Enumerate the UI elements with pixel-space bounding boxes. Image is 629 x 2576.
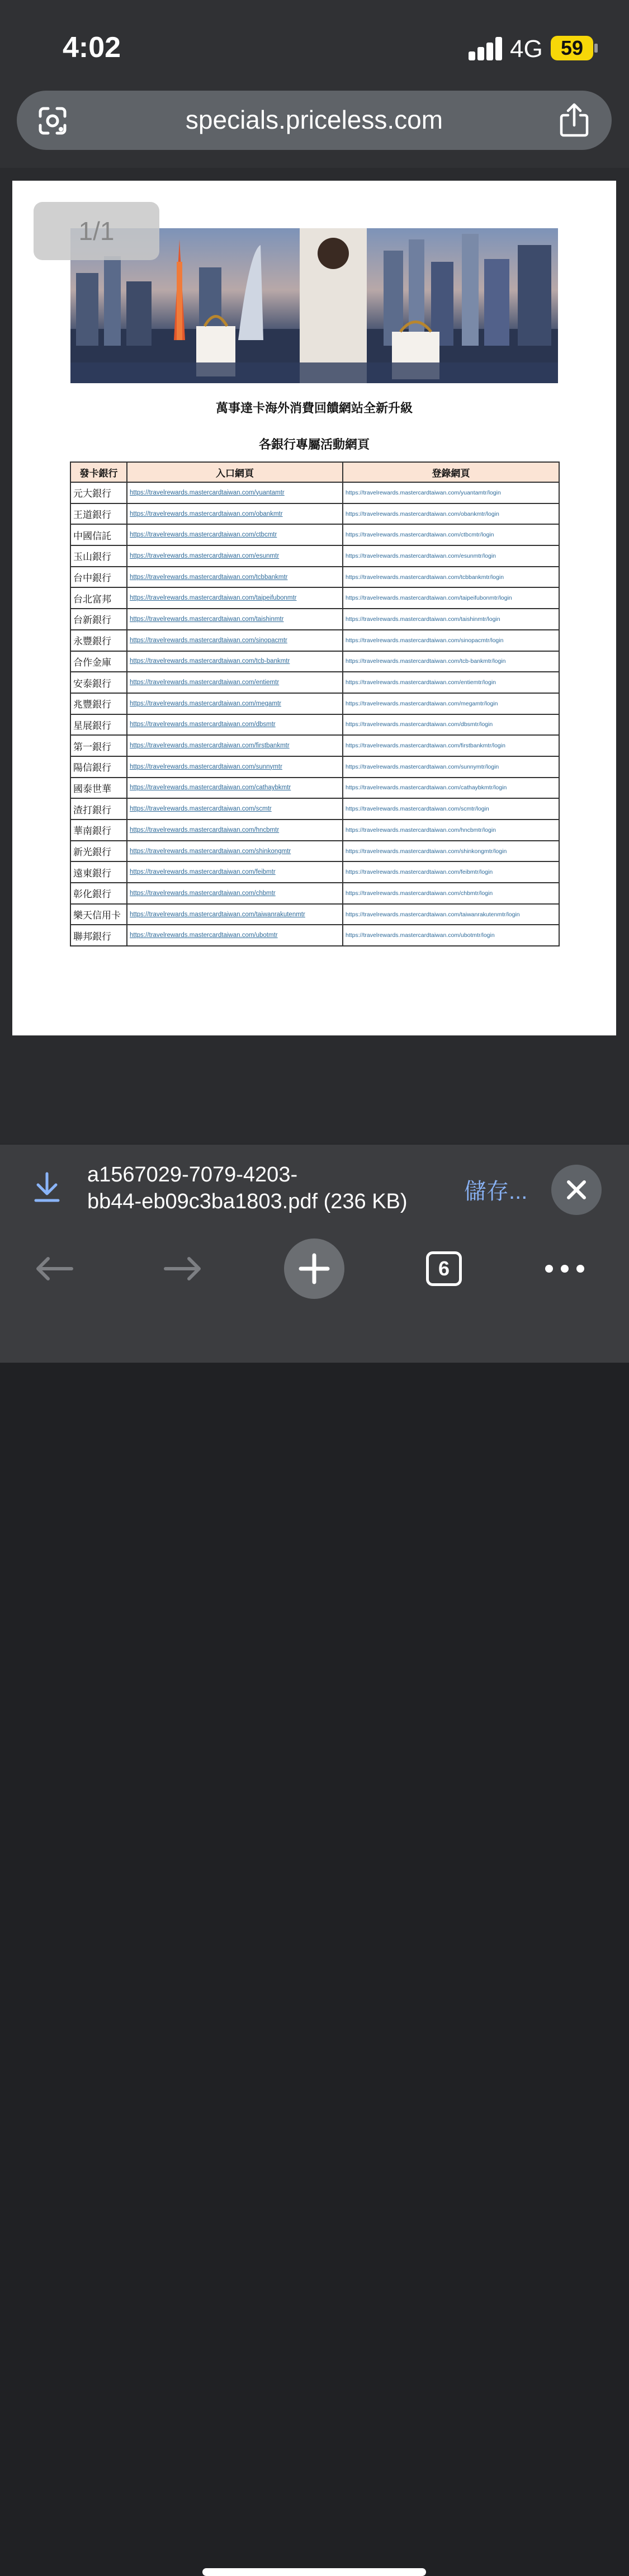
login-url-link[interactable]: https://travelrewards.mastercardtaiwan.com/hncbmtr/login xyxy=(343,820,559,841)
table-row xyxy=(70,672,559,693)
entry-url-link[interactable]: https://travelrewards.mastercardtaiwan.com/ubotmtr xyxy=(127,925,343,946)
entry-url-link[interactable]: https://travelrewards.mastercardtaiwan.com/tcbbankmtr xyxy=(127,567,343,588)
document-title: 萬事達卡海外消費回饋網站全新升級 xyxy=(215,401,413,415)
login-url-link[interactable]: https://travelrewards.mastercardtaiwan.com/firstbankmtr/login xyxy=(343,735,559,756)
table-row xyxy=(70,545,559,567)
bank-name-cell: 樂天信用卡 xyxy=(70,904,127,925)
bank-name-cell: 第一銀行 xyxy=(70,735,127,756)
table-row xyxy=(70,714,559,736)
entry-url-link[interactable]: https://travelrewards.mastercardtaiwan.com/feibmtr xyxy=(127,861,343,883)
table-row xyxy=(70,567,559,588)
bank-name-cell: 陽信銀行 xyxy=(70,756,127,778)
bank-name-cell: 王道銀行 xyxy=(70,503,127,525)
bank-name-cell: 台新銀行 xyxy=(70,609,127,630)
entry-url-link[interactable]: https://travelrewards.mastercardtaiwan.com/tcb-bankmtr xyxy=(127,651,343,672)
login-url-link[interactable]: https://travelrewards.mastercardtaiwan.com/sinopacmtr/login xyxy=(343,630,559,651)
more-menu-button[interactable] xyxy=(538,1238,592,1299)
entry-url-link[interactable]: https://travelrewards.mastercardtaiwan.com/entiemtr xyxy=(127,672,343,693)
bank-name-cell: 遠東銀行 xyxy=(70,861,127,883)
dismiss-download-button[interactable] xyxy=(551,1165,602,1215)
login-url-link[interactable]: https://travelrewards.mastercardtaiwan.com/yuantamtr/login xyxy=(343,482,559,503)
login-url-link[interactable]: https://travelrewards.mastercardtaiwan.com/obankmtr/login xyxy=(343,503,559,525)
url-text[interactable]: specials.priceless.com xyxy=(185,105,443,134)
table-row xyxy=(70,651,559,672)
login-url-link[interactable]: https://travelrewards.mastercardtaiwan.com/tcb-bankmtr/login xyxy=(343,651,559,672)
entry-url-link[interactable]: https://travelrewards.mastercardtaiwan.com/cathaybkmtr xyxy=(127,778,343,799)
login-url-link[interactable]: https://travelrewards.mastercardtaiwan.com/tcbbankmtr/login xyxy=(343,567,559,588)
tab-switcher-button[interactable] xyxy=(424,1238,464,1299)
bank-links-table xyxy=(70,461,560,946)
table-row xyxy=(70,883,559,904)
entry-url-link[interactable]: https://travelrewards.mastercardtaiwan.com/megamtr xyxy=(127,693,343,714)
battery-tip xyxy=(594,44,598,53)
pdf-page xyxy=(12,181,616,1035)
more-icon xyxy=(545,1263,585,1274)
entry-url-link[interactable]: https://travelrewards.mastercardtaiwan.com/sunnymtr xyxy=(127,756,343,778)
bank-name-cell: 渣打銀行 xyxy=(70,798,127,820)
login-url-link[interactable]: https://travelrewards.mastercardtaiwan.com/dbsmtr/login xyxy=(343,714,559,736)
entry-url-link[interactable]: https://travelrewards.mastercardtaiwan.com/yuantamtr xyxy=(127,482,343,503)
entry-url-link[interactable]: https://travelrewards.mastercardtaiwan.com/taipeifubonmtr xyxy=(127,587,343,609)
table-body xyxy=(70,482,559,946)
entry-url-link[interactable]: https://travelrewards.mastercardtaiwan.com/shinkongmtr xyxy=(127,841,343,862)
login-url-link[interactable]: https://travelrewards.mastercardtaiwan.com/ctbcmtr/login xyxy=(343,524,559,545)
table-row xyxy=(70,503,559,525)
download-bar xyxy=(0,1145,629,1231)
login-url-link[interactable]: https://travelrewards.mastercardtaiwan.com/esunmtr/login xyxy=(343,545,559,567)
entry-url-link[interactable]: https://travelrewards.mastercardtaiwan.com/scmtr xyxy=(127,798,343,820)
bank-name-cell: 星展銀行 xyxy=(70,714,127,736)
download-filename xyxy=(87,1161,434,1215)
table-row xyxy=(70,609,559,630)
bank-name-cell: 台中銀行 xyxy=(70,567,127,588)
entry-url-link[interactable]: https://travelrewards.mastercardtaiwan.com/taiwanrakutenmtr xyxy=(127,904,343,925)
page-indicator: 1/1 xyxy=(34,202,159,260)
bank-name-cell: 兆豐銀行 xyxy=(70,693,127,714)
table-row xyxy=(70,735,559,756)
bank-name-cell: 中國信託 xyxy=(70,524,127,545)
save-button[interactable]: 儲存... xyxy=(464,1179,528,1204)
table-row xyxy=(70,820,559,841)
forward-arrow-icon xyxy=(163,1255,204,1282)
table-row xyxy=(70,904,559,925)
network-type: 4G xyxy=(510,35,543,63)
entry-url-link[interactable]: https://travelrewards.mastercardtaiwan.com/taishinmtr xyxy=(127,609,343,630)
entry-url-link[interactable]: https://travelrewards.mastercardtaiwan.com/dbsmtr xyxy=(127,714,343,736)
login-url-link[interactable]: https://travelrewards.mastercardtaiwan.com/taishinmtr/login xyxy=(343,609,559,630)
table-row xyxy=(70,925,559,946)
login-url-link[interactable]: https://travelrewards.mastercardtaiwan.com/taipeifubonmtr/login xyxy=(343,587,559,609)
home-indicator xyxy=(202,2568,426,2576)
bank-name-cell: 元大銀行 xyxy=(70,482,127,503)
login-url-link[interactable]: https://travelrewards.mastercardtaiwan.com/sunnymtr/login xyxy=(343,756,559,778)
column-header-login: 登錄網頁 xyxy=(343,462,559,482)
login-url-link[interactable]: https://travelrewards.mastercardtaiwan.com/megamtr/login xyxy=(343,693,559,714)
table-row xyxy=(70,693,559,714)
login-url-link[interactable]: https://travelrewards.mastercardtaiwan.com/taiwanrakutenmtr/login xyxy=(343,904,559,925)
download-filename-line2: bb44-eb09c3ba1803.pdf (236 KB) xyxy=(87,1190,408,1213)
table-row xyxy=(70,524,559,545)
entry-url-link[interactable]: https://travelrewards.mastercardtaiwan.com/hncbmtr xyxy=(127,820,343,841)
bank-name-cell: 彰化銀行 xyxy=(70,883,127,904)
new-tab-button[interactable] xyxy=(284,1238,344,1299)
download-icon xyxy=(32,1171,62,1203)
bank-name-cell: 玉山銀行 xyxy=(70,545,127,567)
close-icon xyxy=(565,1179,588,1201)
bank-name-cell: 合作金庫 xyxy=(70,651,127,672)
table-row xyxy=(70,587,559,609)
bank-name-cell: 台北富邦 xyxy=(70,587,127,609)
table-row xyxy=(70,841,559,862)
column-header-entry: 入口網頁 xyxy=(127,462,343,482)
forward-button[interactable] xyxy=(157,1238,210,1299)
table-row xyxy=(70,630,559,651)
bottom-toolbar xyxy=(0,1231,629,1363)
address-bar[interactable] xyxy=(17,91,612,150)
tabs-icon: 6 xyxy=(426,1251,462,1286)
bank-name-cell: 聯邦銀行 xyxy=(70,925,127,946)
document-subtitle: 各銀行專屬活動網頁 xyxy=(258,437,370,451)
entry-url-link[interactable]: https://travelrewards.mastercardtaiwan.com/ctbcmtr xyxy=(127,524,343,545)
battery-icon xyxy=(551,36,593,60)
bank-name-cell: 新光銀行 xyxy=(70,841,127,862)
bank-name-cell: 永豐銀行 xyxy=(70,630,127,651)
status-time: 4:02 xyxy=(63,31,121,64)
download-filename-line1: a1567029-7079-4203- xyxy=(87,1163,298,1186)
login-url-link[interactable]: https://travelrewards.mastercardtaiwan.com/feibmtr/login xyxy=(343,861,559,883)
table-row xyxy=(70,798,559,820)
pdf-viewer[interactable] xyxy=(0,168,629,1144)
new-tab-plus-icon xyxy=(284,1238,344,1299)
column-header-bank: 發卡銀行 xyxy=(70,462,127,482)
login-url-link[interactable]: https://travelrewards.mastercardtaiwan.com/scmtr/login xyxy=(343,798,559,820)
bank-name-cell: 華南銀行 xyxy=(70,820,127,841)
status-bar xyxy=(0,0,629,90)
signal-icon xyxy=(469,36,502,60)
login-url-link[interactable]: https://travelrewards.mastercardtaiwan.com/shinkongmtr/login xyxy=(343,841,559,862)
entry-url-link[interactable]: https://travelrewards.mastercardtaiwan.com/esunmtr xyxy=(127,545,343,567)
back-arrow-icon xyxy=(34,1255,74,1282)
table-row xyxy=(70,778,559,799)
bank-name-cell: 國泰世華 xyxy=(70,778,127,799)
bank-name-cell: 安泰銀行 xyxy=(70,672,127,693)
table-row xyxy=(70,482,559,503)
entry-url-link[interactable]: https://travelrewards.mastercardtaiwan.com/sinopacmtr xyxy=(127,630,343,651)
login-url-link[interactable]: https://travelrewards.mastercardtaiwan.com/ubotmtr/login xyxy=(343,925,559,946)
table-header-row xyxy=(70,462,559,482)
login-url-link[interactable]: https://travelrewards.mastercardtaiwan.com/entiemtr/login xyxy=(343,672,559,693)
back-button[interactable] xyxy=(27,1238,81,1299)
browser-top-chrome xyxy=(0,0,629,168)
login-url-link[interactable]: https://travelrewards.mastercardtaiwan.com/chbmtr/login xyxy=(343,883,559,904)
login-url-link[interactable]: https://travelrewards.mastercardtaiwan.com/cathaybkmtr/login xyxy=(343,778,559,799)
entry-url-link[interactable]: https://travelrewards.mastercardtaiwan.com/firstbankmtr xyxy=(127,735,343,756)
battery-level: 59 xyxy=(560,36,584,59)
table-row xyxy=(70,756,559,778)
share-icon[interactable] xyxy=(558,103,590,138)
table-row xyxy=(70,861,559,883)
entry-url-link[interactable]: https://travelrewards.mastercardtaiwan.com/obankmtr xyxy=(127,503,343,525)
entry-url-link[interactable]: https://travelrewards.mastercardtaiwan.com/chbmtr xyxy=(127,883,343,904)
